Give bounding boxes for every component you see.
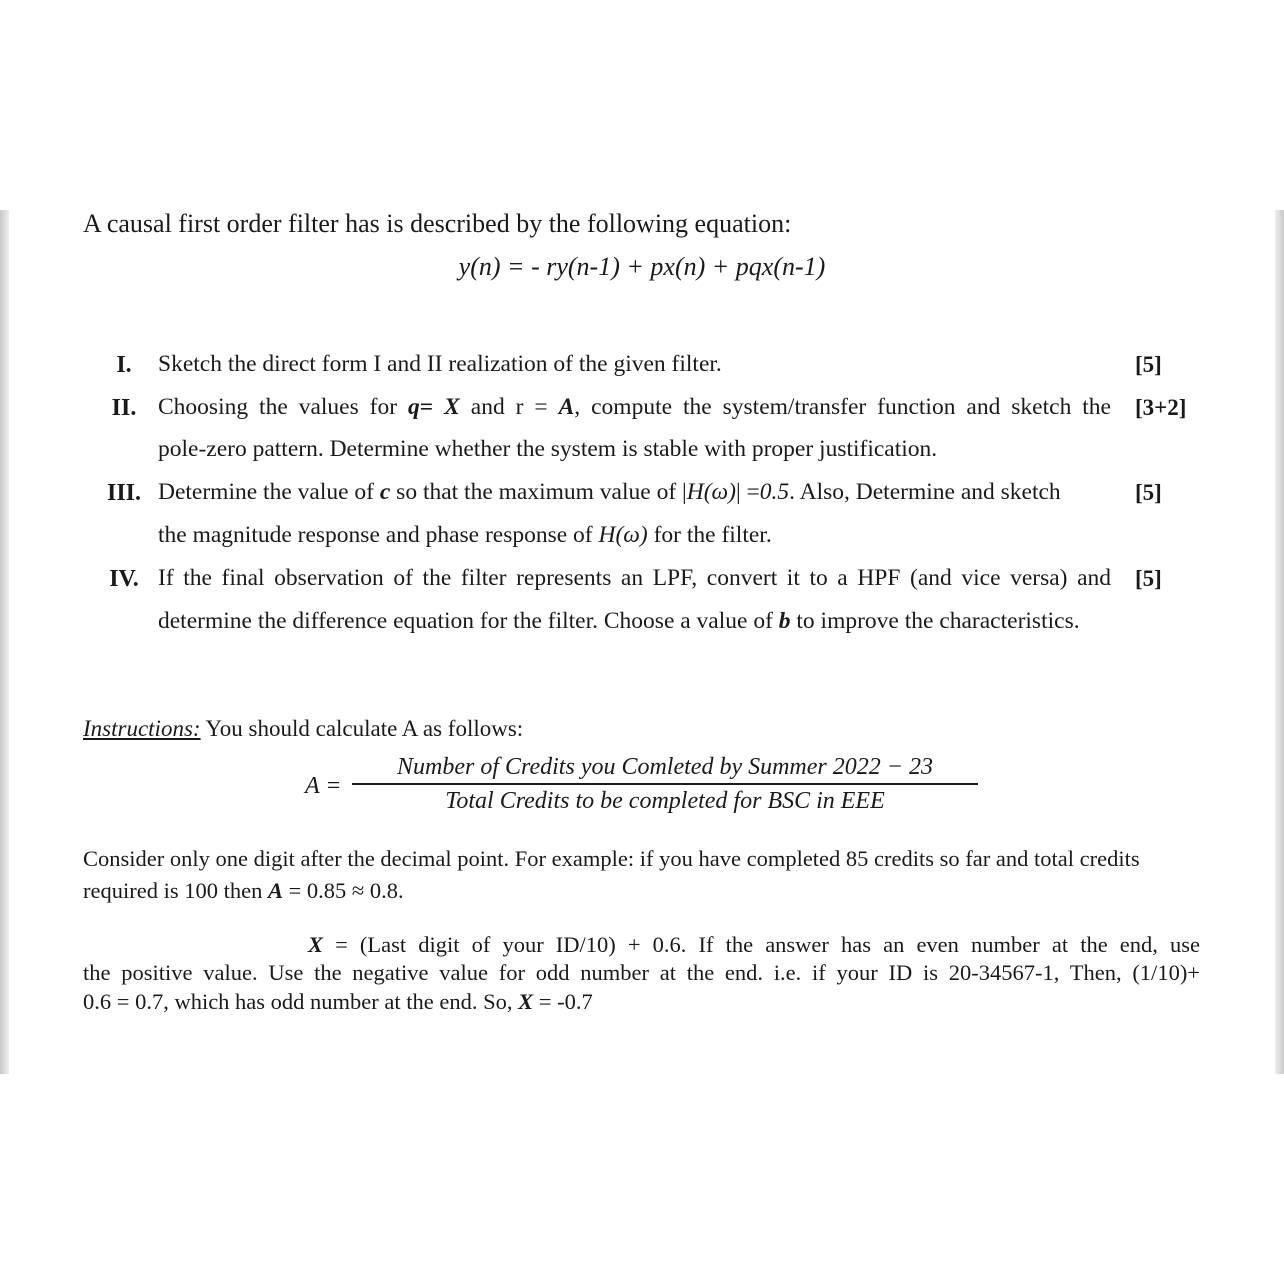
formula-fraction [352, 754, 978, 815]
formula-lhs: A = [305, 773, 342, 799]
intro-text: A causal first order filter has is described by the following equation: [83, 209, 792, 238]
instructions-heading: Instructions: [83, 716, 201, 741]
question-4-marks: [5] [1135, 566, 1162, 591]
formula-denominator: Total Credits to be completed for BSC in EEE [445, 788, 885, 814]
question-2-marks: [3+2] [1135, 395, 1187, 420]
question-number-3: III. [106, 480, 142, 506]
instructions: Instructions: You should calculate A as follows: [83, 716, 524, 741]
question-4-line-2: determine the difference equation for the filter. Choose a value of b to improve the characteristics. [158, 608, 1080, 634]
question-1-text: Sketch the direct form I and II realization of the given filter. [158, 351, 722, 377]
difference-equation: y(n) = - ry(n-1) + px(n) + pqx(n-1) [458, 252, 826, 281]
question-4-line-1: If the final observation of the filter represents an LPF, convert it to a HPF (and vice versa) and [158, 565, 1111, 591]
question-3-marks: [5] [1135, 480, 1162, 505]
consider-paragraph: Consider only one digit after the decimal point. For example: if you have completed 85 credits so far and total credits required is 100 then A = 0.85 ≈ 0.8. [83, 846, 1140, 903]
x-rule-line-3: 0.6 = 0.7, which has odd number at the end. So, X = -0.7 [83, 989, 593, 1014]
question-number-1: I. [116, 352, 132, 378]
formula-numerator: Number of Credits you Comleted by Summer 2022 − 23 [352, 754, 978, 785]
x-rule-line-1: X = (Last digit of your ID/10) + 0.6. If the answer has an even number at the end, use [308, 932, 1200, 957]
question-number-2: II. [111, 395, 137, 421]
page-edge-left [0, 210, 9, 1074]
x-rule-line-2: the positive value. Use the negative value for odd number at the end. i.e. if your ID is 20-34567-1, Then, (1/10)+ [83, 960, 1200, 985]
question-number-4: IV. [109, 566, 139, 592]
question-2-line-2: pole-zero pattern. Determine whether the system is stable with proper justification. [158, 436, 938, 462]
question-3-line-1: Determine the value of c so that the maximum value of |H(ω)| =0.5. Also, Determine and sketch [158, 479, 1061, 505]
page-edge-right [1275, 210, 1284, 1074]
question-1-marks: [5] [1135, 352, 1162, 377]
question-2-line-1: Choosing the values for q= X and r = A, compute the system/transfer function and sketch the [158, 394, 1111, 420]
question-3-line-2: the magnitude response and phase response of H(ω) for the filter. [158, 522, 772, 548]
